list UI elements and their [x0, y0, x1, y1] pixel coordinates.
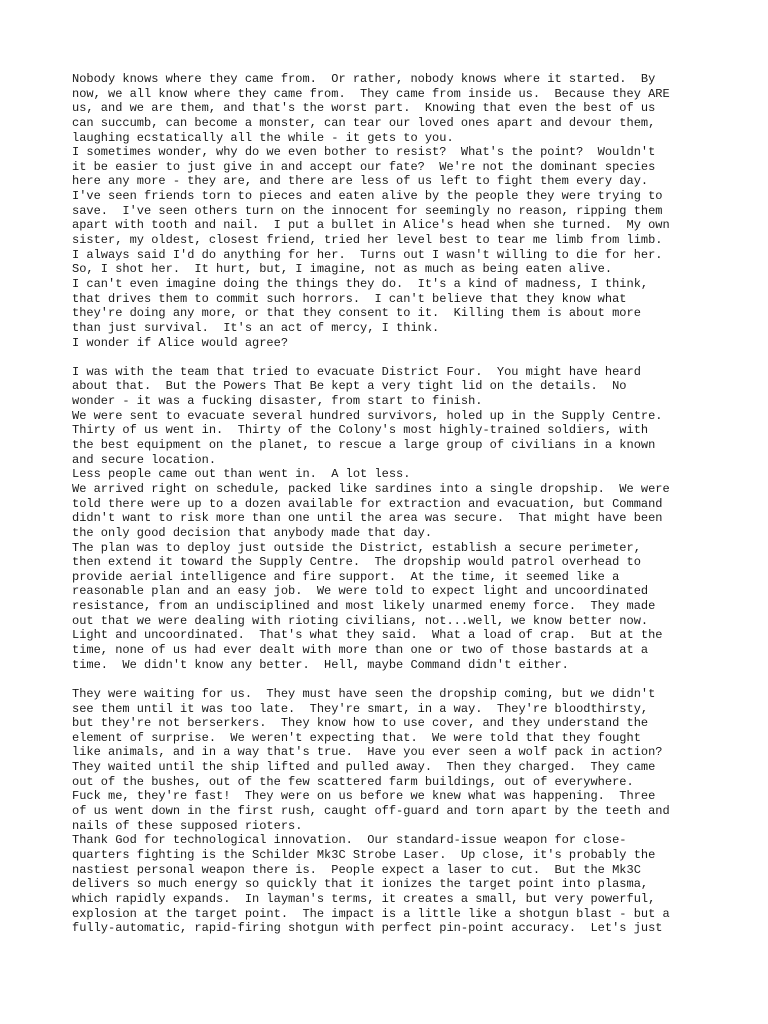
text-line: it be easier to just give in and accept our fate? We're not the dominant species	[72, 159, 656, 174]
text-line: the only good decision that anybody made that day.	[72, 525, 433, 540]
text-line: out that we were dealing with rioting civilians, not...well, we know better now.	[72, 613, 649, 628]
text-line: explosion at the target point. The impact is a little like a shotgun blast - but a	[72, 906, 670, 921]
text-line: didn't want to risk more than one until the area was secure. That might have been	[72, 511, 663, 526]
text-line: I always said I'd do anything for her. Turns out I wasn't willing to die for her.	[72, 247, 663, 262]
text-line: We were sent to evacuate several hundred survivors, holed up in the Supply Centre.	[72, 408, 663, 423]
text-line: Thirty of us went in. Thirty of the Colony's most highly-trained soldiers, with	[72, 423, 649, 438]
text-line: Fuck me, they're fast! They were on us before we knew what was happening. Three	[72, 789, 656, 804]
text-line: nastiest personal weapon there is. People expect a laser to cut. But the Mk3C	[72, 862, 641, 877]
text-line: element of surprise. We weren't expecting that. We were told that they fought	[72, 730, 641, 745]
text-line: here any more - they are, and there are less of us left to fight them every day.	[72, 174, 649, 189]
text-line: nails of these supposed rioters.	[72, 818, 303, 833]
text-block	[72, 365, 712, 672]
text-line: They waited until the ship lifted and pulled away. Then they charged. They came	[72, 760, 656, 775]
text-line: delivers so much energy so quickly that it ionizes the target point into plasma,	[72, 877, 649, 892]
text-line: wonder - it was a fucking disaster, from start to finish.	[72, 394, 483, 409]
text-line: time, none of us had ever dealt with more than one or two of those bastards at a	[72, 642, 649, 657]
text-line: us, and we are them, and that's the worst part. Knowing that even the best of us	[72, 101, 656, 116]
text-line: provide aerial intelligence and fire support. At the time, it seemed like a	[72, 569, 620, 584]
text-line: resistance, from an undisciplined and most likely unarmed enemy force. They made	[72, 599, 656, 614]
text-line: So, I shot her. It hurt, but, I imagine, not as much as being eaten alive.	[72, 262, 613, 277]
text-line: like animals, and in a way that's true. Have you ever seen a wolf pack in action?	[72, 745, 663, 760]
text-line: then extend it toward the Supply Centre. The dropship would patrol overhead to	[72, 555, 641, 570]
text-line: I sometimes wonder, why do we even bother to resist? What's the point? Wouldn't	[72, 145, 656, 160]
text-line: Thank God for technological innovation. Our standard-issue weapon for close-	[72, 833, 627, 848]
text-line: Less people came out than went in. A lot less.	[72, 467, 411, 482]
text-line: I can't even imagine doing the things they do. It's a kind of madness, I think,	[72, 276, 649, 291]
text-line: save. I've seen others turn on the innocent for seemingly no reason, ripping them	[72, 203, 663, 218]
text-line: We arrived right on schedule, packed like sardines into a single dropship. We were	[72, 481, 670, 496]
text-line: They were waiting for us. They must have seen the dropship coming, but we didn't	[72, 686, 656, 701]
text-line: apart with tooth and nail. I put a bullet in Alice's head when she turned. My own	[72, 218, 670, 233]
text-line: out of the bushes, out of the few scattered farm buildings, out of everywhere.	[72, 774, 634, 789]
text-line: about that. But the Powers That Be kept a very tight lid on the details. No	[72, 379, 627, 394]
text-line: that drives them to commit such horrors. I can't believe that they know what	[72, 291, 627, 306]
text-block	[72, 687, 712, 936]
text-line: Light and uncoordinated. That's what they said. What a load of crap. But at the	[72, 628, 663, 643]
text-line: see them until it was too late. They're smart, in a way. They're bloodthirsty,	[72, 701, 649, 716]
paragraph-gap	[72, 672, 712, 687]
text-line: reasonable plan and an easy job. We were told to expect light and uncoordinated	[72, 584, 649, 599]
text-line: quarters fighting is the Schilder Mk3C Strobe Laser. Up close, it's probably the	[72, 847, 656, 862]
text-line: laughing ecstatically all the while - it gets to you.	[72, 130, 454, 145]
text-line: can succumb, can become a monster, can tear our loved ones apart and devour them,	[72, 115, 656, 130]
document-page	[72, 72, 712, 936]
text-line: time. We didn't know any better. Hell, maybe Command didn't either.	[72, 657, 569, 672]
text-line: fully-automatic, rapid-firing shotgun with perfect pin-point accuracy. Let's just	[72, 921, 663, 936]
text-line: the best equipment on the planet, to rescue a large group of civilians in a known	[72, 438, 656, 453]
text-line: and secure location.	[72, 452, 217, 467]
text-line: sister, my oldest, closest friend, tried her level best to tear me limb from limb.	[72, 233, 663, 248]
text-block	[72, 72, 712, 350]
text-line: Nobody knows where they came from. Or rather, nobody knows where it started. By	[72, 72, 656, 86]
text-line: I was with the team that tried to evacuate District Four. You might have heard	[72, 364, 641, 379]
text-line: I wonder if Alice would agree?	[72, 335, 289, 350]
text-line: which rapidly expands. In layman's terms, it creates a small, but very powerful,	[72, 891, 656, 906]
text-line: I've seen friends torn to pieces and eaten alive by the people they were trying to	[72, 189, 663, 204]
text-line: than just survival. It's an act of mercy, I think.	[72, 320, 440, 335]
text-line: The plan was to deploy just outside the District, establish a secure perimeter,	[72, 540, 641, 555]
text-line: now, we all know where they came from. They came from inside us. Because they ARE	[72, 86, 670, 101]
text-line: they're doing any more, or that they consent to it. Killing them is about more	[72, 306, 641, 321]
paragraph-gap	[72, 350, 712, 365]
text-line: of us went down in the first rush, caught off-guard and torn apart by the teeth and	[72, 804, 670, 819]
text-line: but they're not berserkers. They know how to use cover, and they understand the	[72, 716, 649, 731]
text-line: told there were up to a dozen available for extraction and evacuation, but Command	[72, 496, 663, 511]
